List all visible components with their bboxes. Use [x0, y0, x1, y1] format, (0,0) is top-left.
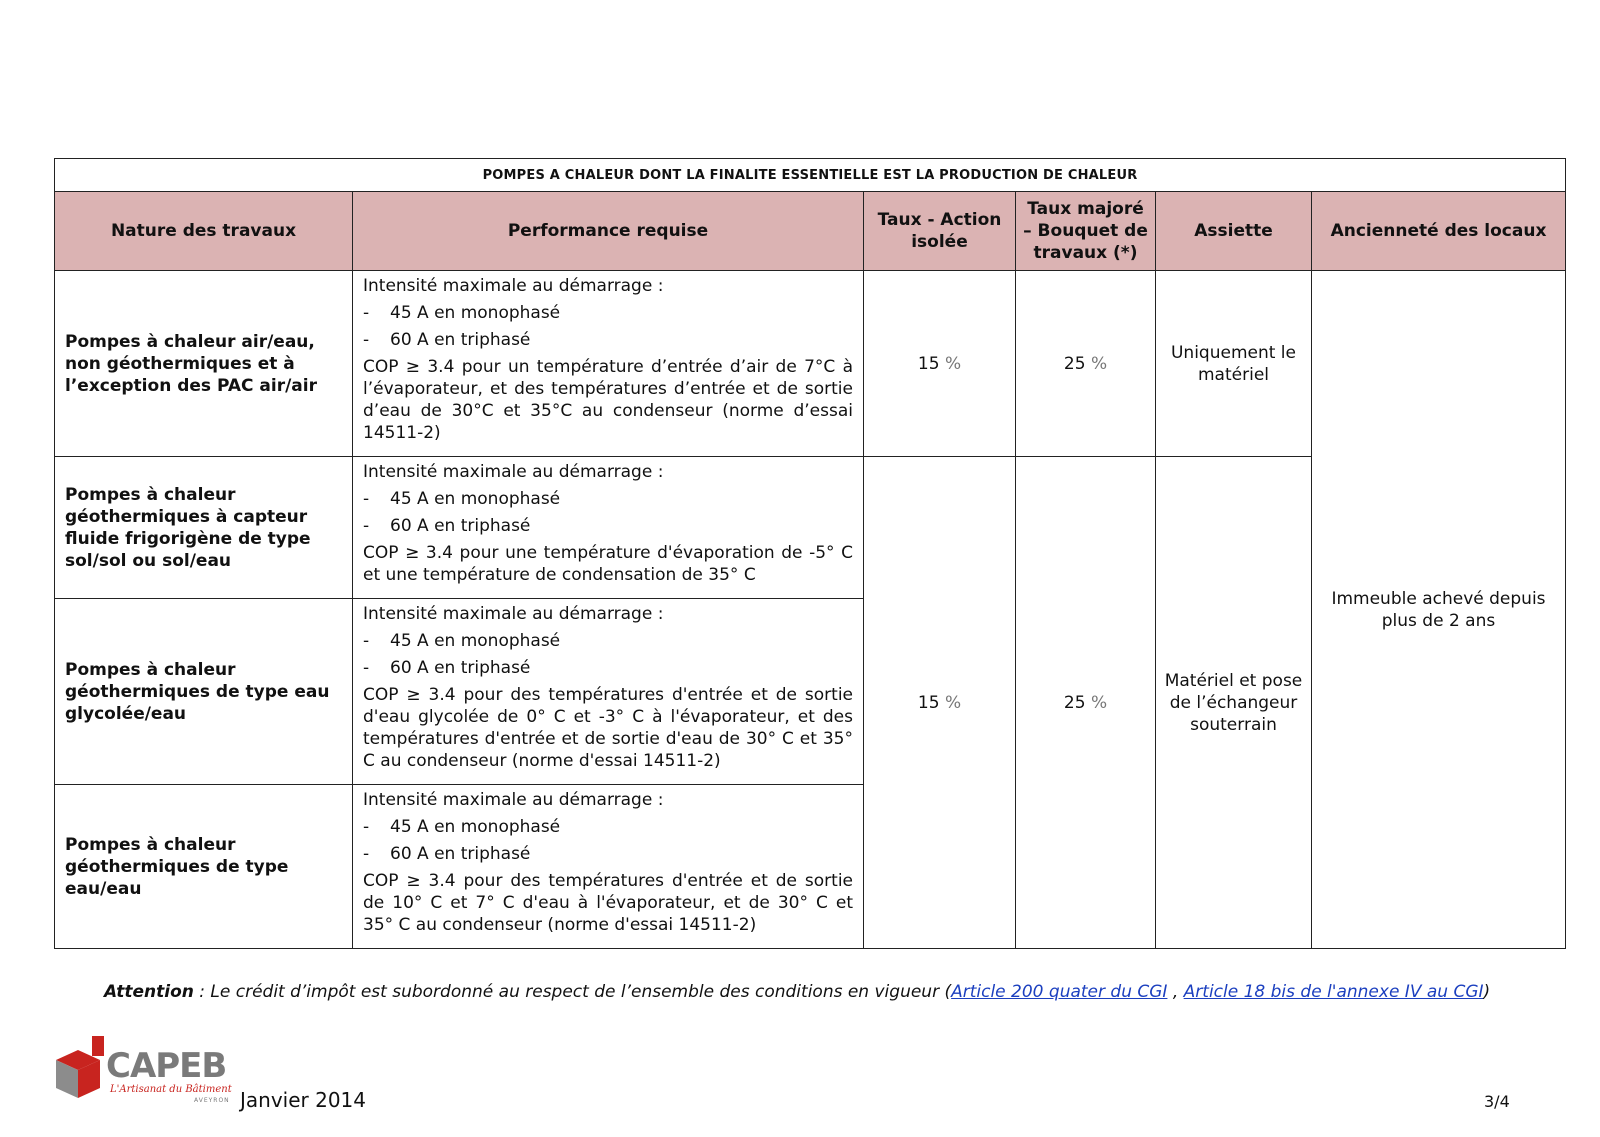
header-assiette: Assiette	[1156, 192, 1312, 271]
header-nature: Nature des travaux	[55, 192, 353, 271]
header-performance: Performance requise	[353, 192, 864, 271]
capeb-cube-icon	[54, 1034, 106, 1106]
anciennete-cell: Immeuble achevé depuis plus de 2 ans	[1312, 271, 1566, 949]
perf-cop: COP ≥ 3.4 pour un température d’entrée d’air de 7°C à l’évaporateur, et des températures d’entrée et de sortie d’eau de 30°C et 35°C au condenseur (norme d’essai 14511-2)	[363, 357, 853, 443]
perf-mono: - 45 A en monophasé	[363, 817, 561, 837]
perf-mono: - 45 A en monophasé	[363, 303, 561, 323]
article-200-quater-link[interactable]: Article 200 quater du CGI	[951, 982, 1168, 1002]
perf-tri: - 60 A en triphasé	[363, 516, 531, 536]
taux-action-cell: 15 %	[864, 271, 1016, 457]
perf-cop: COP ≥ 3.4 pour des températures d'entrée et de sortie d'eau glycolée de 0° C et -3° C à l'évaporateur, et des températures d'entrée et de sortie d'eau de 30° C et 35° C au condenseur (norme d'essai 14511-2)	[363, 685, 853, 771]
row-performance	[353, 457, 864, 599]
taux-action-cell: 15 %	[864, 457, 1016, 949]
capeb-logo	[54, 1034, 232, 1106]
header-taux-majore: Taux majoré – Bouquet de travaux (*)	[1016, 192, 1156, 271]
logo-tagline: L'Artisanat du Bâtiment	[110, 1084, 232, 1095]
taux-majore-cell: 25 %	[1016, 457, 1156, 949]
row-nature: Pompes à chaleur géothermiques de type eau glycolée/eau	[55, 599, 353, 785]
row-performance	[353, 599, 864, 785]
table-title: POMPES A CHALEUR DONT LA FINALITE ESSENTIELLE EST LA PRODUCTION DE CHALEUR	[55, 159, 1566, 192]
perf-tri: - 60 A en triphasé	[363, 658, 531, 678]
perf-intensite: Intensité maximale au démarrage :	[363, 604, 664, 624]
row-nature: Pompes à chaleur géothermiques de type eau/eau	[55, 785, 353, 949]
footer-date: Janvier 2014	[240, 1088, 367, 1112]
perf-intensite: Intensité maximale au démarrage :	[363, 790, 664, 810]
attention-separator: ,	[1167, 982, 1184, 1002]
perf-tri: - 60 A en triphasé	[363, 844, 531, 864]
perf-cop: COP ≥ 3.4 pour des températures d'entrée et de sortie de 10° C et 7° C d'eau à l'évaporateur, et de 30° C et 35° C au condenseur (norme d'essai 14511-2)	[363, 871, 853, 935]
header-anciennete: Ancienneté des locaux	[1312, 192, 1566, 271]
article-18-bis-link[interactable]: Article 18 bis de l'annexe IV au CGI	[1183, 982, 1484, 1002]
page-number: 3/4	[1484, 1092, 1510, 1111]
header-taux-action: Taux - Action isolée	[864, 192, 1016, 271]
row-nature: Pompes à chaleur air/eau, non géothermiques et à l’exception des PAC air/air	[55, 271, 353, 457]
perf-intensite: Intensité maximale au démarrage :	[363, 276, 664, 296]
assiette-cell: Matériel et pose de l’échangeur souterrain	[1156, 457, 1312, 949]
table-header-row	[55, 192, 1566, 271]
logo-region: AVEYRON	[194, 1097, 230, 1104]
perf-tri: - 60 A en triphasé	[363, 330, 531, 350]
taux-majore-cell: 25 %	[1016, 271, 1156, 457]
attention-text: : Le crédit d’impôt est subordonné au respect de l’ensemble des conditions en vigueur (	[193, 982, 952, 1002]
row-performance	[353, 271, 864, 457]
row-nature: Pompes à chaleur géothermiques à capteur fluide frigorigène de type sol/sol ou sol/eau	[55, 457, 353, 599]
attention-note	[104, 982, 1490, 1002]
attention-close: )	[1483, 982, 1491, 1002]
perf-intensite: Intensité maximale au démarrage :	[363, 462, 664, 482]
table-row	[55, 271, 1566, 457]
perf-mono: - 45 A en monophasé	[363, 489, 561, 509]
assiette-cell: Uniquement le matériel	[1156, 271, 1312, 457]
attention-label: Attention	[104, 982, 194, 1002]
perf-cop: COP ≥ 3.4 pour une température d'évaporation de -5° C et une température de condensation de 35° C	[363, 543, 853, 585]
logo-word: CAPEB	[106, 1046, 227, 1086]
row-performance	[353, 785, 864, 949]
perf-mono: - 45 A en monophasé	[363, 631, 561, 651]
heat-pump-table	[54, 158, 1566, 949]
